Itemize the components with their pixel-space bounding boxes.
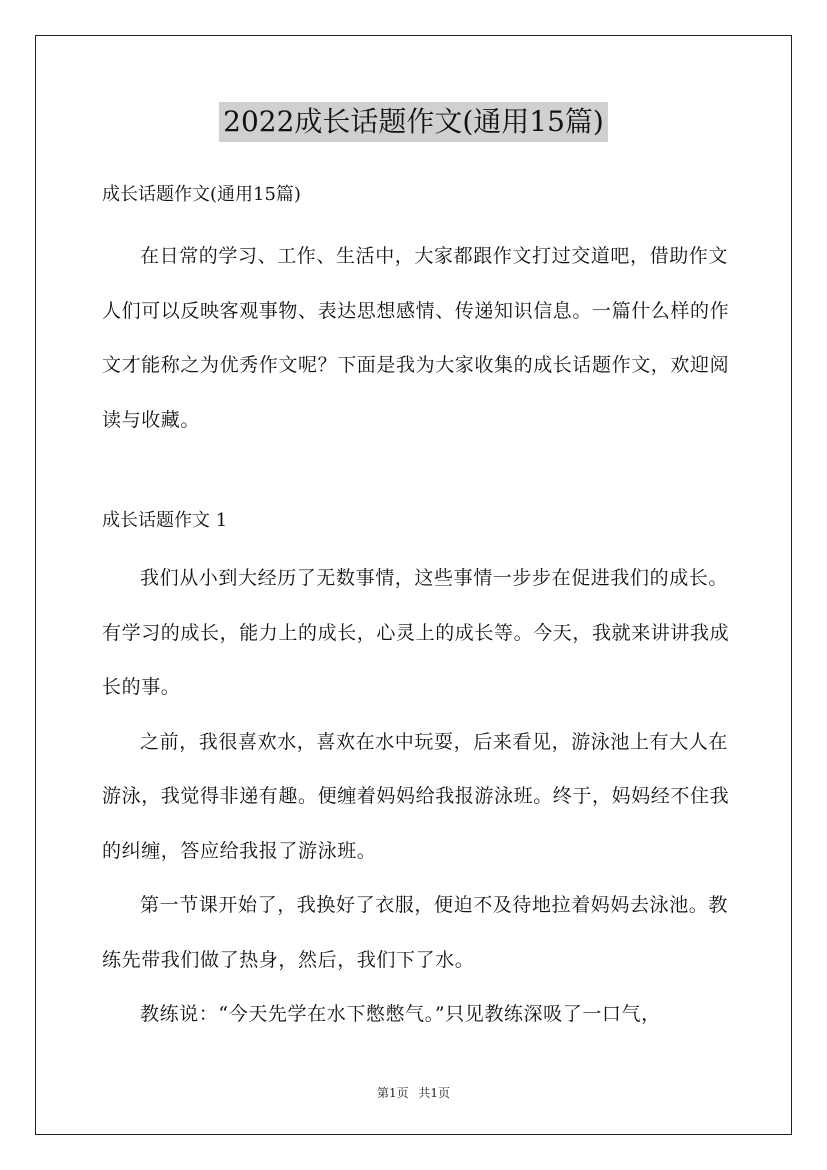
body-paragraph: 第一节课开始了，我换好了衣服，便迫不及待地拉着妈妈去泳池。教练先带我们做了热身，然后，我们下了水。	[102, 894, 729, 971]
section-heading: 成长话题作文 1	[102, 510, 228, 531]
body-paragraph: 教练说：“今天先学在水下憋憋气。”只见教练深吸了一口气，	[140, 1003, 661, 1025]
document-subtitle: 成长话题作文(通用15篇)	[102, 184, 301, 205]
intro-paragraph: 在日常的学习、工作、生活中，大家都跟作文打过交道吧，借助作文人们可以反映客观事物、表达思想感情、传递知识信息。一篇什么样的作文才能称之为优秀作文呢？下面是我为大家收集的成长话题作文，欢迎阅读与收藏。	[102, 245, 730, 431]
title-area	[0, 102, 827, 142]
page-total: 共1页	[418, 1086, 451, 1100]
document-body	[102, 178, 742, 1042]
body-paragraph: 我们从小到大经历了无数事情，这些事情一步步在促进我们的成长。有学习的成长，能力上的成长，心灵上的成长等。今天，我就来讲讲我成长的事。	[102, 567, 730, 698]
page-number: 第1页	[376, 1086, 409, 1100]
body-paragraph: 之前，我很喜欢水，喜欢在水中玩耍，后来看见，游泳池上有大人在游泳，我觉得非递有趣。便缠着妈妈给我报游泳班。终于，妈妈经不住我的纠缠，答应给我报了游泳班。	[102, 730, 730, 862]
page-footer	[0, 1084, 827, 1102]
document-title: 2022成长话题作文(通用15篇)	[219, 102, 608, 142]
